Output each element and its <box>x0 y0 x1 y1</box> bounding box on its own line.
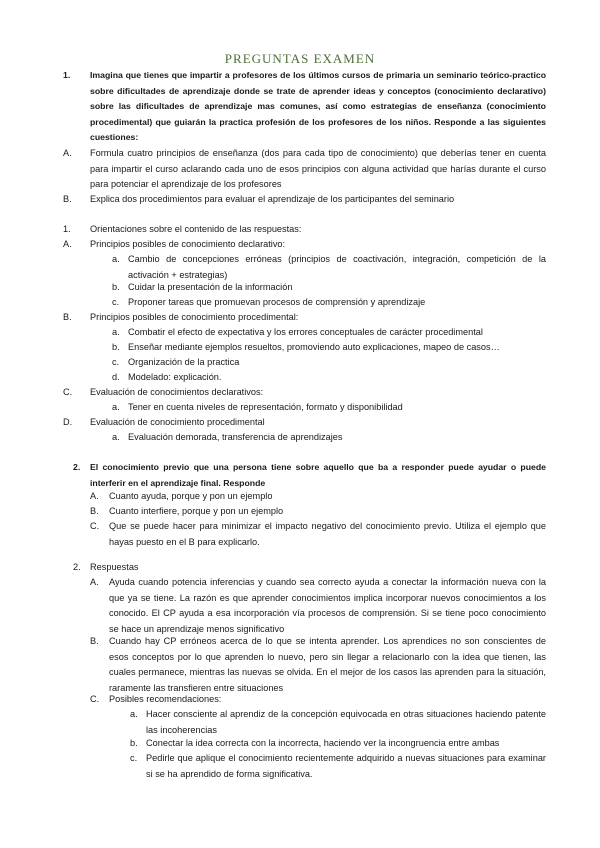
orientation-a-item: Proponer tareas que promuevan procesos de comprensión y aprendizaje <box>128 297 426 307</box>
question-1-item-b-mark: B. <box>63 194 72 204</box>
orientation-a-mark: A. <box>63 239 72 249</box>
orientation-c-mark: C. <box>63 387 73 397</box>
orientation-c-item: Tener en cuenta niveles de representación, formato y disponibilidad <box>128 402 403 412</box>
answer-mark: A. <box>90 577 99 587</box>
question-2-item-mark: A. <box>90 491 99 501</box>
question-1-item-a-mark: A. <box>63 148 72 158</box>
orientation-a-item-mark: c. <box>112 297 120 307</box>
orientation-b-text: Principios posibles de conocimiento procedimental: <box>90 312 299 322</box>
orientation-b-item-mark: d. <box>112 372 120 382</box>
question-1-item-b: Explica dos procedimientos para evaluar el aprendizaje de los participantes del seminario <box>90 194 455 204</box>
recommendation-mark: b. <box>130 738 138 748</box>
question-2-text: El conocimiento previo que una persona tiene sobre aquello que ba a responder puede ayudar o puede interferir en el aprendizaje final. Responde <box>90 462 546 488</box>
answers-heading: Respuestas <box>90 562 139 572</box>
orientation-a-item: Cambio de concepciones erróneas (principios de coactivación, integración, competición de la activación + estrategias) <box>128 254 546 280</box>
orientation-b-item: Combatir el efecto de expectativa y los errores conceptuales de carácter procedimental <box>128 327 483 337</box>
recommendation-mark: c. <box>130 753 138 763</box>
answer-b: Cuando hay CP erróneos acerca de lo que se intenta aprender. Los aprendices no son conscientes de esos conceptos por lo que aprenden lo nuevo, pero sin llegar a relacionarlo con la idea que tienen, las cuales permanece, mientras las nuevas se olvida. En el mejor de los casos las aprenden para la situación, raramente las transfieren entre situaciones <box>109 636 546 693</box>
answer-mark: C. <box>90 694 100 704</box>
recommendation-c: Pedirle que aplique el conocimiento recientemente adquirido a nuevas situaciones para examinar si se ha aprendido de forma significativa. <box>146 753 546 779</box>
question-1-text: Imagina que tienes que impartir a profesores de los últimos cursos de primaria un seminario teórico-practico sobre dificultades de aprendizaje donde se trate de aprender ideas y conceptos (conocimiento declarativo) sobre las dificultades de aprendizaje mas comunes, así como estrategias de enseñanza (conocimiento procedimental) que guiarán la practica profesión de los profesores de los niños. Responde a las siguientes cuestiones: <box>90 70 546 142</box>
orientation-c-item-mark: a. <box>112 402 120 412</box>
orientation-b-item: Organización de la practica <box>128 357 240 367</box>
recommendation-mark: a. <box>130 709 138 719</box>
orientation-b-item-mark: c. <box>112 357 120 367</box>
question-2-item-mark: C. <box>90 521 100 531</box>
orientation-b-item-mark: a. <box>112 327 120 337</box>
orientation-b-item-mark: b. <box>112 342 120 352</box>
answer-c: Posibles recomendaciones: <box>109 694 222 704</box>
answer-a: Ayuda cuando potencia inferencias y cuando sea correcto ayuda a conectar la información nueva con la que ya se tiene. La razón es que aprender conocimientos implica incorporar nuevos conocimientos a los conocido. El CP ayuda a esa incorporación vía procesos de comprensión. Si se tiene poco conocimiento se hace un aprendizaje menos significativo <box>109 577 546 634</box>
orientation-c-text: Evaluación de conocimientos declarativos: <box>90 387 264 397</box>
orientation-d-item: Evaluación demorada, transferencia de aprendizajes <box>128 432 343 442</box>
question-2-item: Cuanto ayuda, porque y pon un ejemplo <box>109 491 273 501</box>
question-1-item-a: Formula cuatro principios de enseñanza (dos para cada tipo de conocimiento) que deberías tener en cuenta para impartir el curso aclarando cada uno de esos principios con alguna actividad que harías durante el curso para potenciar el aprendizaje de los profesores <box>90 148 546 189</box>
orientation-a-item: Cuidar la presentación de la información <box>128 282 293 292</box>
orientation-b-item: Modelado: explicación. <box>128 372 222 382</box>
page-title: PREGUNTAS EXAMEN <box>224 51 376 66</box>
orientation-d-mark: D. <box>63 417 73 427</box>
answer-mark: B. <box>90 636 99 646</box>
orientation-a-text: Principios posibles de conocimiento declarativo: <box>90 239 286 249</box>
recommendation-b: Conectar la idea correcta con la incorrecta, haciendo ver la incongruencia entre ambas <box>146 738 500 748</box>
orientations-heading: Orientaciones sobre el contenido de las respuestas: <box>90 224 302 234</box>
answers-number: 2. <box>73 562 81 572</box>
question-2-item: Que se puede hacer para minimizar el impacto negativo del conocimiento previo. Utiliza el ejemplo que hayas puesto en el B para explicarlo. <box>109 521 546 547</box>
question-2-number: 2. <box>73 462 81 472</box>
orientations-number: 1. <box>63 224 71 234</box>
orientation-a-item-mark: b. <box>112 282 120 292</box>
orientation-a-item-mark: a. <box>112 254 120 264</box>
question-2-item: Cuanto interfiere, porque y pon un ejemplo <box>109 506 284 516</box>
orientation-b-item: Enseñar mediante ejemplos resueltos, promoviendo auto explicaciones, mapeo de casos… <box>128 342 500 352</box>
question-2-item-mark: B. <box>90 506 99 516</box>
orientation-b-mark: B. <box>63 312 72 322</box>
orientation-d-item-mark: a. <box>112 432 120 442</box>
question-1-number: 1. <box>63 70 71 80</box>
recommendation-a: Hacer consciente al aprendiz de la concepción equivocada en otras situaciones haciendo patente las incoherencias <box>146 709 546 735</box>
orientation-d-text: Evaluación de conocimiento procedimental <box>90 417 265 427</box>
